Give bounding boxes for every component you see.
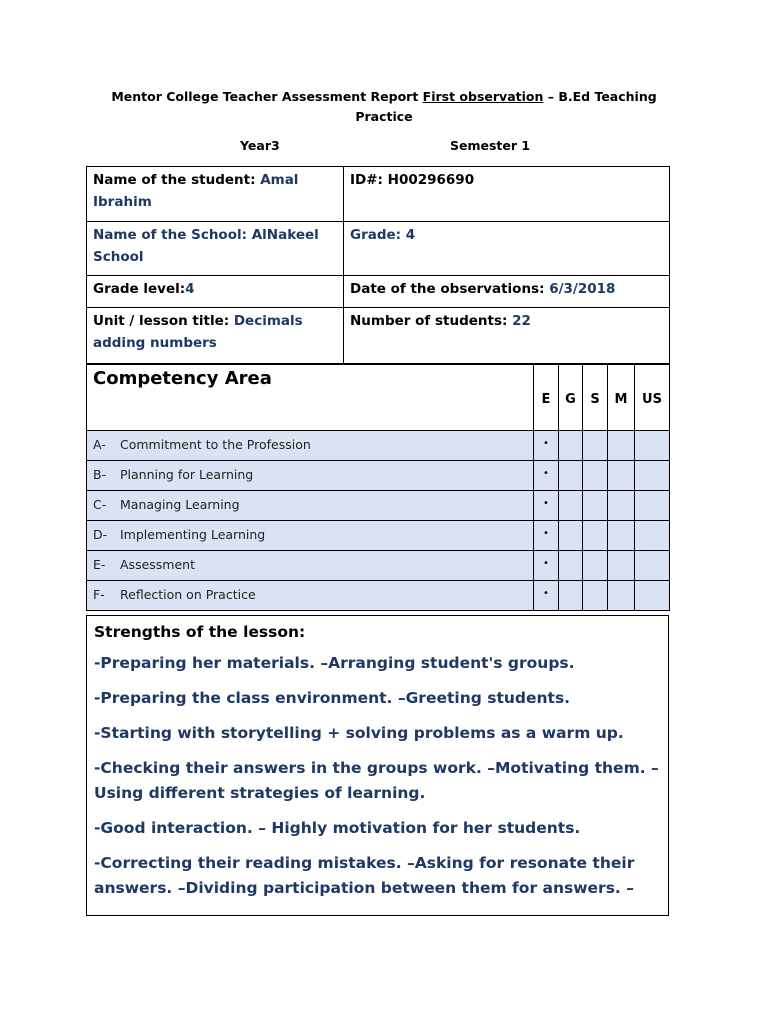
student-name-cell: Name of the student: Amal Ibrahim [87,167,344,222]
rating-mark: • [534,431,559,461]
grade-value: 4 [405,227,416,243]
strengths-heading: Strengths of the lesson: [94,623,306,641]
unit-cell: Unit / lesson title: Decimals adding numbers [87,308,344,364]
strength-item: -Checking their answers in the groups work. –Motivating them. –Using different strategies of learning. [94,759,659,802]
competency-label: Assessment [120,557,195,572]
competency-label: Reflection on Practice [120,587,256,602]
strength-item: -Preparing the class environment. –Greeting students. [94,689,571,707]
title-program: – B.Ed Teaching [547,89,657,104]
grade-level-cell: Grade level:4 [87,276,344,308]
strength-item: -Good interaction. – Highly motivation for her students. [94,819,581,837]
col-g: G [559,365,583,431]
rating-mark: • [534,461,559,491]
date-cell: Date of the observations: 6/3/2018 [344,276,670,308]
competency-row: E- Assessment • [87,551,670,581]
competency-row: A- Commitment to the Profession • [87,431,670,461]
competency-label: Commitment to the Profession [120,437,311,452]
school-cell: Name of the School: AlNakeel School [87,222,344,276]
strength-item: -Preparing her materials. –Arranging student's groups. [94,654,575,672]
title-line2: Practice [355,109,413,124]
title-observation: First observation [422,89,544,104]
school-name: AlNakeel School [93,227,319,265]
competency-heading: Competency Area [87,365,534,431]
rating-mark: • [534,491,559,521]
year-label: Year3 [240,138,280,153]
unit-title: Decimals adding numbers [93,313,303,351]
competency-label: Managing Learning [120,497,240,512]
date-value: 6/3/2018 [549,281,616,297]
grade-level-value: 4 [185,281,195,297]
rating-mark: • [534,551,559,581]
students-count-cell: Number of students: 22 [344,308,670,364]
competency-label: Planning for Learning [120,467,254,482]
competency-row: B- Planning for Learning • [87,461,670,491]
col-us: US [635,365,670,431]
competency-table [86,364,670,611]
competency-row: D- Implementing Learning • [87,521,670,551]
strength-item: -Starting with storytelling + solving problems as a warm up. [94,724,624,742]
col-e: E [534,365,559,431]
report-title [95,87,673,127]
rating-mark: • [534,581,559,611]
competency-row: F- Reflection on Practice • [87,581,670,611]
title-text: Mentor College Teacher Assessment Report [111,89,419,104]
student-id-cell: ID#: H00296690 [344,167,670,222]
col-s: S [583,365,608,431]
student-name: Amal Ibrahim [93,172,299,210]
grade-cell: Grade: 4 [344,222,670,276]
competency-label: Implementing Learning [120,527,266,542]
students-count: 22 [512,313,531,329]
strength-item: -Correcting their reading mistakes. –Asking for resonate their answers. –Dividing participation between them for answers. – [94,854,635,897]
col-m: M [608,365,635,431]
student-info-table [86,166,670,364]
semester-label: Semester 1 [450,138,531,153]
competency-row: C- Managing Learning • [87,491,670,521]
rating-mark: • [534,521,559,551]
strengths-box [86,615,669,916]
